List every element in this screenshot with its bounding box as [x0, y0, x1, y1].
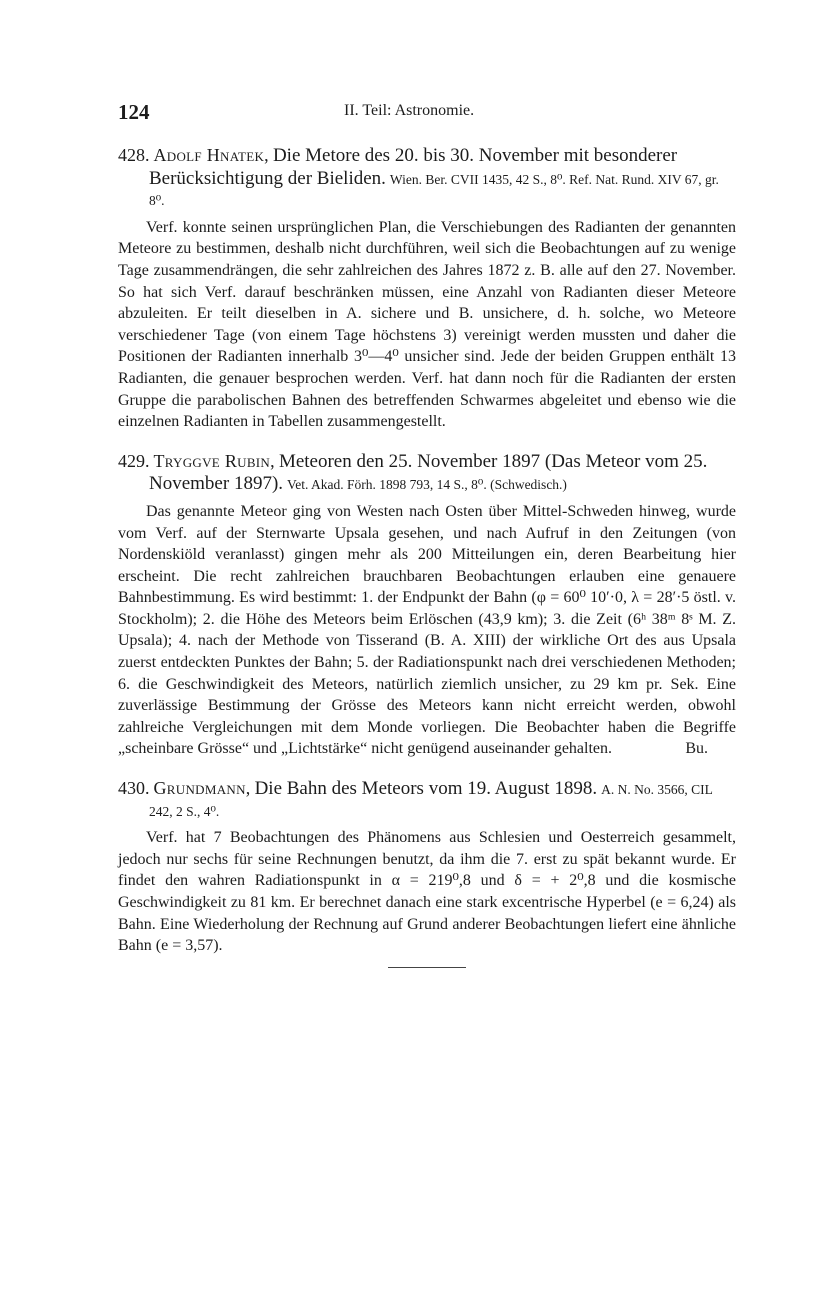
entry-title: Meteoren den 25. November 1897 (Das Meteor vom 25. November 1897). [149, 450, 708, 495]
entry-body: Das genannte Meteor ging von Westen nach Osten über Mittel-Schweden hinweg, wurde vom Verf. auf der Sternwarte Upsala gesehen, und nach Aufruf in den Zeitungen (von Nordenskiöld veranlasst) gingen mehr als 200 Mitteilungen ein, deren Bearbeitung hier erscheint. Die recht zahlreichen brauchbaren Beobachtungen erlauben eine genauere Bahnbestimmung. Es wird bestimmt: 1. der Endpunkt der Bahn (φ = 60⁰ 10′·0, λ = 28′·5 östl. v. Stockholm); 2. die Höhe des Meteors beim Erlöschen (43,9 km); 3. die Zeit (6ʰ 38ᵐ 8ˢ M. Z. Upsala); 4. nach der Methode von Tisserand (B. A. XIII) der wirkliche Ort des aus Upsala zuerst entdeckten Punktes der Bahn; 5. der Radiationspunkt nach drei verschiedenen Methoden; 6. die Geschwindigkeit des Meteors, natürlich ziemlich unsicher, zu 29 km pr. Sek. Eine zuverlässige Bestimmung der Grösse des Meteors kann nicht erreicht werden, obwohl zahlreiche Vergleichungen mit dem Monde vorliegen. Die Beobachter haben die Begriffe „scheinbare Grösse“ und „Lichtstärke“ nicht genügend auseinander gehalten. [118, 502, 736, 758]
entry-428 [118, 145, 736, 433]
entry-body: Verf. hat 7 Beobachtungen des Phänomens aus Schlesien und Oesterreich gesammelt, jedoch nur sechs für seine Rechnungen benutzt, da ihm die 7. erst zu spät bekannt wurde. Er findet den wahren Radiationspunkt in α = 219⁰,8 und δ = + 2⁰,8 und die kosmische Geschwindigkeit zu 81 km. Er berechnet danach eine stark excentrische Hyperbel (e = 6,24) als Bahn. Eine Wiederholung der Rechnung auf Grund anderer Beobachtungen liefert eine ähnliche Bahn (e = 3,57). [118, 829, 736, 955]
page-header [118, 100, 738, 124]
entry-number: 428. [118, 145, 150, 165]
page-number: 124 [118, 100, 150, 124]
entry-heading [118, 778, 736, 822]
entry-author: Grundmann, [153, 778, 251, 799]
entry-heading [118, 145, 736, 212]
entry-reference: A. N. No. 3566, CIL 242, 2 S., 4⁰. [149, 782, 713, 819]
entry-signature: Bu. [685, 740, 708, 758]
entry-body: Verf. konnte seinen ursprünglichen Plan, die Verschiebungen des Radianten der genannten Meteore zu bestimmen, deshalb nicht durchführen, weil sich die Beobachtungen auf zu wenige Tage zusammendrängen, die sehr zahlreichen des Jahres 1872 z. B. alle auf den 27. November. So hat sich Verf. darauf beschränken müssen, eine Anzahl von Radianten dieser Meteore abzuleiten. Er teilt dieselben in A. sichere und B. unsichere, d. h. solche, wo Meteore verschiedener Tage (von einem Tage höchstens 3) vereinigt werden mussten und daher die Positionen der Radianten innerhalb 3⁰—4⁰ unsicher sind. Jede der beiden Gruppen enthält 13 Radianten, die genauer besprochen werden. Verf. hat dann noch für die Radianten der ersten Gruppe die parabolischen Bahnen des betreffenden Schwarmes abgeleitet und ebenso wie die einzelnen Radianten in Tabellen zusammengestellt. [118, 218, 736, 431]
entry-430 [118, 778, 736, 957]
entry-author: Tryggve Rubin, [153, 450, 275, 471]
entry-title: Die Bahn des Meteors vom 19. August 1898. [254, 778, 598, 800]
entry-429 [118, 451, 736, 760]
entry-author: Adolf Hnatek, [153, 145, 269, 165]
page-content [118, 145, 736, 968]
section-divider [388, 967, 466, 968]
entry-reference: Vet. Akad. Förh. 1898 793, 14 S., 8⁰. (Schwedisch.) [287, 477, 567, 493]
running-head: II. Teil: Astronomie. [344, 102, 475, 119]
entry-number: 429. [118, 450, 150, 471]
entry-heading [118, 451, 736, 496]
entry-number: 430. [118, 778, 150, 799]
entry-reference: Wien. Ber. CVII 1435, 42 S., 8⁰. Ref. Nat. Rund. XIV 67, gr. 8⁰. [149, 171, 719, 209]
entry-title: Die Metore des 20. bis 30. November mit besonderer Berücksichtigung der Bieliden. [149, 145, 678, 189]
